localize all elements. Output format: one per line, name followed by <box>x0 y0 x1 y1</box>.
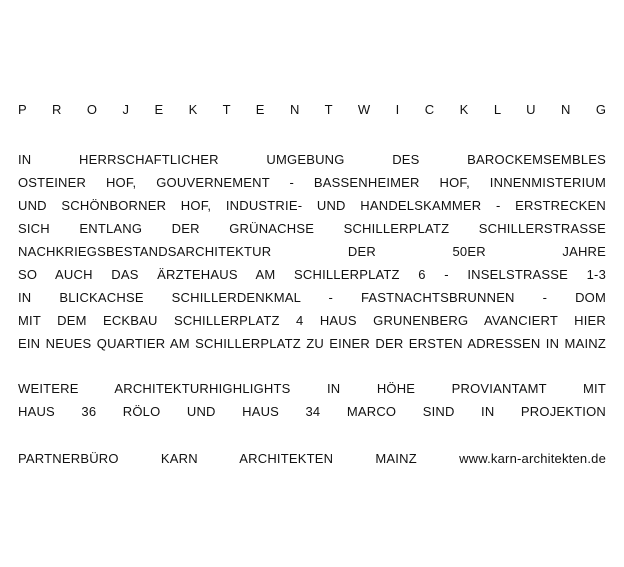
footer-line <box>18 447 606 470</box>
text-line: UND SCHÖNBORNER HOF, INDUSTRIE- UND HANDELSKAMMER - ERSTRECKEN <box>18 198 606 213</box>
text-line: EIN NEUES QUARTIER AM SCHILLERPLATZ ZU EINER DER ERSTEN ADRESSEN IN MAINZ <box>18 336 606 351</box>
text-line: WEITERE ARCHITEKTURHIGHLIGHTS IN HÖHE PROVIANTAMT MIT <box>18 381 606 396</box>
partner-office: PARTNERBÜRO KARN ARCHITEKTEN MAINZ <box>18 451 417 466</box>
page-title: P R O J E K T E N T W I C K L U N G <box>18 102 606 117</box>
website-link[interactable]: www.karn-architekten.de <box>459 451 606 466</box>
text-line: HAUS 36 RÖLO UND HAUS 34 MARCO SIND IN PROJEKTION <box>18 404 606 419</box>
text-line: IN BLICKACHSE SCHILLERDENKMAL - FASTNACHTSBRUNNEN - DOM <box>18 290 606 305</box>
text-line: OSTEINER HOF, GOUVERNEMENT - BASSENHEIMER HOF, INNENMISTERIUM <box>18 175 606 190</box>
text-line: IN HERRSCHAFTLICHER UMGEBUNG DES BAROCKEMSEMBLES <box>18 152 606 167</box>
paragraph-location <box>18 148 606 355</box>
text-line: SICH ENTLANG DER GRÜNACHSE SCHILLERPLATZ SCHILLERSTRASSE <box>18 221 606 236</box>
paragraph-highlights <box>18 377 606 423</box>
text-line: MIT DEM ECKBAU SCHILLERPLATZ 4 HAUS GRUNENBERG AVANCIERT HIER <box>18 313 606 328</box>
footer-text <box>18 447 606 470</box>
text-line: SO AUCH DAS ÄRZTEHAUS AM SCHILLERPLATZ 6 - INSELSTRASSE 1-3 <box>18 267 606 282</box>
text-line: NACHKRIEGSBESTANDSARCHITEKTUR DER 50ER JAHRE <box>18 244 606 259</box>
